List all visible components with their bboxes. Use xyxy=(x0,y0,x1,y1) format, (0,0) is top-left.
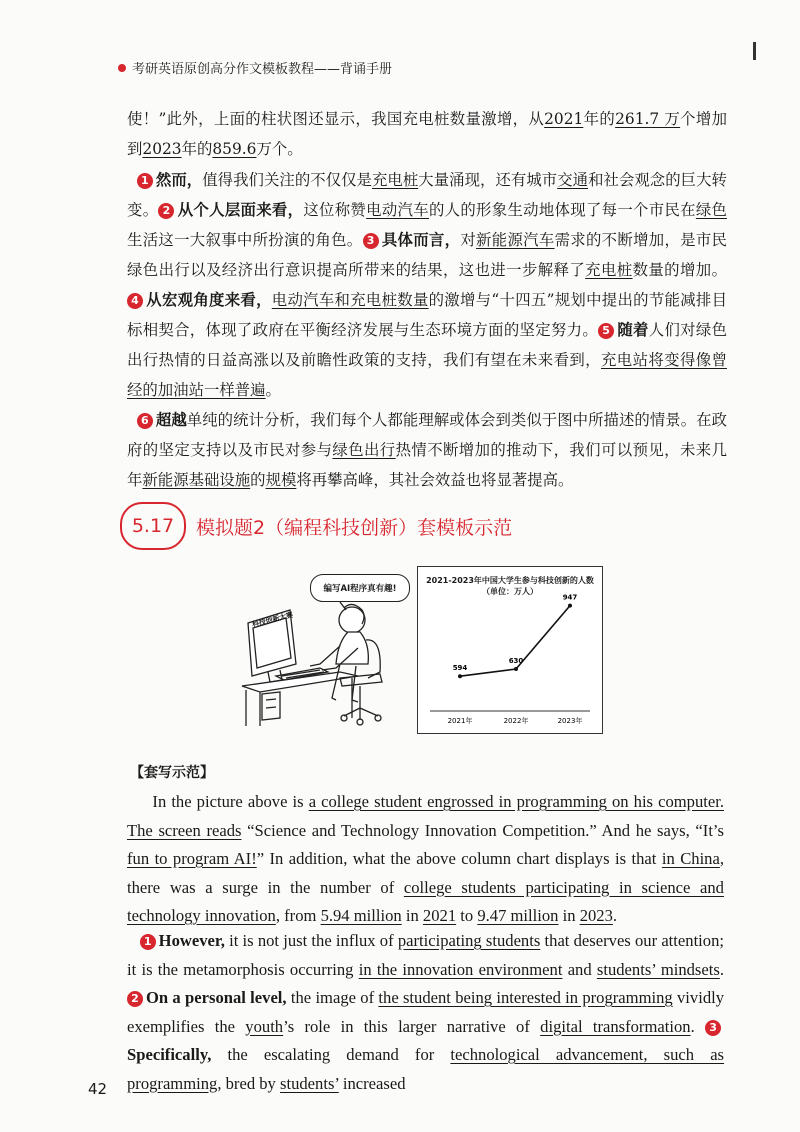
step-number-icon: 2 xyxy=(127,991,143,1007)
step-number-icon: 3 xyxy=(363,233,379,249)
step-number-icon: 2 xyxy=(158,203,174,219)
chart-title-text: 2021-2023年中国大学生参与科技创新的人数 xyxy=(426,576,594,585)
step-number-icon: 1 xyxy=(140,934,156,950)
step-number-icon: 5 xyxy=(598,323,614,339)
x-tick-label: 2022年 xyxy=(503,717,529,725)
example-label: 【套写示范】 xyxy=(130,765,214,781)
section-heading xyxy=(120,502,512,550)
data-point xyxy=(514,667,518,671)
chinese-paragraph-3: 6 超越单纯的统计分析，我们每个人都能理解或体会到类似于图中所描述的情景。在政府的坚定支持以及市民对参与绿色出行热情不断增加的推动下，我们可以预见，未来几年新能源基础设施的规模将再攀高峰，其社会效益也将显著提高。 xyxy=(127,411,727,489)
section-number: 5.17 xyxy=(120,502,186,550)
chart-plot xyxy=(418,567,602,733)
running-header xyxy=(118,58,392,77)
chinese-paragraph-2: 1 然而，值得我们关注的不仅仅是充电桩大量涌现，还有城市交通和社会观念的巨大转变。 2 从个人层面来看，这位称赞电动汽车的人的形象生动地体现了每一个市民在绿色生活这一大叙事中所扮演的角色。 3 具体而言，对新能源汽车需求的不断增加，是市民绿色出行以及经济出行意识提高所带来的结果，这也进一步解释了充电桩数量的增加。4 从宏观角度来看，电动汽车和充电桩数量的激增与“十四五”规划中提出的节能减排目标相契合，体现了政府在平衡经济发展与生态环境方面的坚定努力。 5 随着人们对绿色出行热情的日益高涨以及前瞻性政策的支持，我们有望在未来看到，充电站将变得像曾经的加油站一样普遍。 xyxy=(127,171,727,399)
data-point xyxy=(458,674,462,678)
chart-subtitle: （单位：万人） xyxy=(482,587,538,596)
step-number-icon: 1 xyxy=(137,173,153,189)
data-point xyxy=(568,604,572,608)
x-tick-label: 2023年 xyxy=(557,717,583,725)
header-title: 考研英语原创高分作文模板教程——背诵手册 xyxy=(132,62,393,77)
step-number-icon: 4 xyxy=(127,293,143,309)
step-number-icon: 6 xyxy=(137,413,153,429)
speech-bubble: 编写AI程序真有趣! xyxy=(310,574,410,602)
data-label: 630 xyxy=(508,657,524,665)
page-number: 42 xyxy=(88,1080,108,1098)
x-tick-label: 2021年 xyxy=(447,717,473,725)
corner-mark xyxy=(753,42,756,60)
chinese-paragraph-1: 使！”此外，上面的柱状图还显示，我国充电桩数量激增，从2021年的261.7 万个增加到2023年的859.6万个。 xyxy=(127,110,727,158)
english-paragraph-1: In the picture above is a college student engrossed in programming on his computer. The screen reads “Science and Technology Innovation Competition.” And he says, “It’s fun to program AI!” In addition, what the above column chart displays is that in China, there was a surge in the number of college students participating in science and technology innovation, from 5.94 million in 2021 to 9.47 million in 2023. xyxy=(127,792,724,925)
english-paragraph-2: 1 However, it is not just the influx of participating students that deserves our attention; it is the metamorphosis occurring in the innovation environment and students’ mindsets. 2 On a personal level, the image of the student being interested in programming vividly exemplifies the youth’s role in this larger narrative of digital transformation. 3Specifically, the escalating demand for technological advancement, such as programming, bred by students’ increased xyxy=(127,931,725,1093)
data-label: 594 xyxy=(452,664,468,673)
screen-caption: 科技创新大赛 xyxy=(251,610,294,629)
series-line xyxy=(460,606,570,677)
step-number-icon: 3 xyxy=(705,1020,721,1036)
bullet-dot-icon xyxy=(118,64,126,72)
section-title: 模拟题2（编程科技创新）套模板示范 xyxy=(196,516,513,539)
data-label: 947 xyxy=(562,593,578,602)
line-chart xyxy=(417,566,603,734)
